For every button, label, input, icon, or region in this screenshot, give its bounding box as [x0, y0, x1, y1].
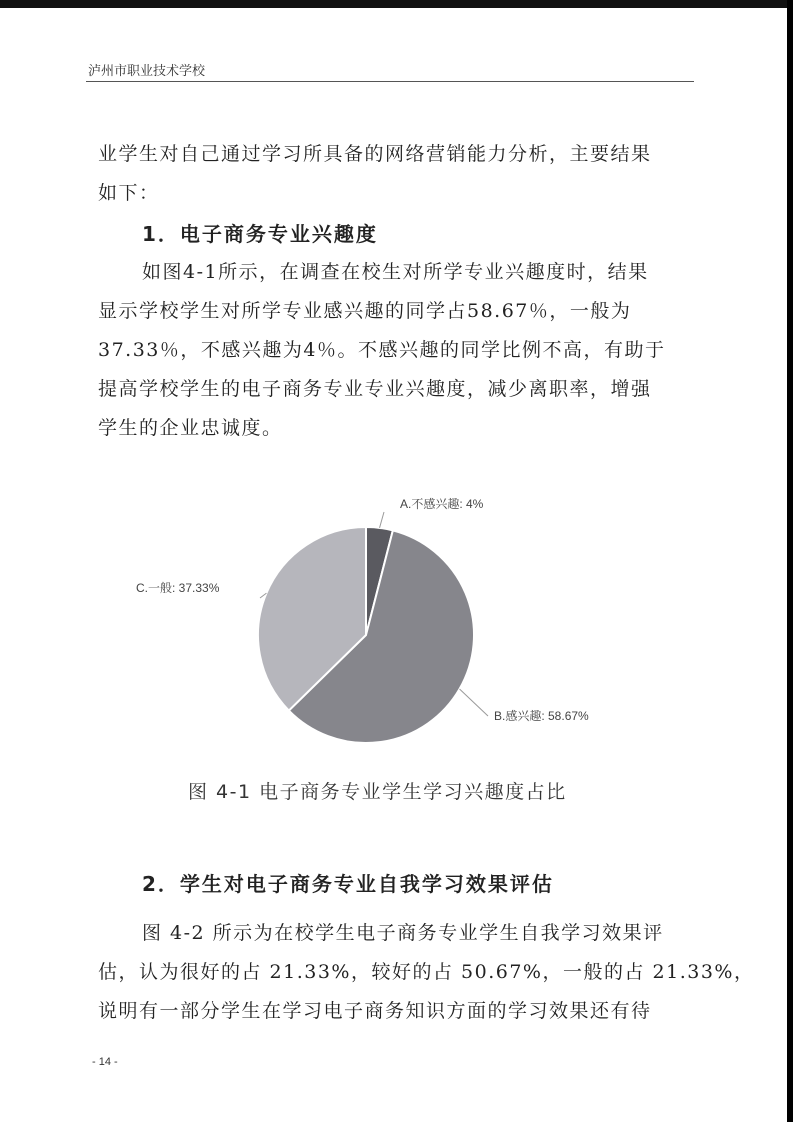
- header-rule: [86, 81, 694, 82]
- pie-data-label: B.感兴趣: 58.67%: [494, 709, 589, 723]
- paragraph-line: 学生的企业忠诚度。: [98, 417, 283, 439]
- figure-caption: 图 4-1 电子商务专业学生学习兴趣度占比: [188, 781, 567, 803]
- page-number: - 14 -: [92, 1056, 118, 1068]
- paragraph-line: 如图4-1所示，在调查在校生对所学专业兴趣度时，结果: [142, 261, 649, 283]
- pie-data-label: C.一般: 37.33%: [136, 581, 220, 595]
- paragraph-line: 业学生对自己通过学习所具备的网络营销能力分析，主要结果: [98, 143, 652, 165]
- pie-data-label: A.不感兴趣: 4%: [400, 497, 484, 511]
- pie-leader-line: [380, 512, 384, 528]
- paragraph-3: [98, 914, 755, 1031]
- pie-chart: [100, 480, 680, 770]
- scan-right-edge: [787, 0, 793, 1122]
- paragraph-line: 说明有一部分学生在学习电子商务知识方面的学习效果还有待: [98, 1000, 652, 1022]
- section-heading-2: 2．学生对电子商务专业自我学习效果评估: [142, 872, 554, 896]
- paragraph-line: 显示学校学生对所学专业感兴趣的同学占58.67％，一般为: [98, 300, 632, 322]
- pie-leader-line: [460, 689, 488, 716]
- scan-top-edge: [0, 0, 793, 8]
- section-heading-1: 1．电子商务专业兴趣度: [142, 222, 378, 246]
- paragraph-2: [98, 253, 698, 448]
- paragraph-line: 估，认为很好的占 21.33%，较好的占 50.67%，一般的占 21.33%，: [98, 961, 755, 983]
- paragraph-1: [98, 135, 698, 213]
- paragraph-line: 如下：: [98, 182, 160, 204]
- paragraph-line: 图 4-2 所示为在校学生电子商务专业学生自我学习效果评: [142, 922, 664, 944]
- paragraph-line: 37.33％，不感兴趣为4％。不感兴趣的同学比例不高，有助于: [98, 339, 666, 361]
- page-header: 泸州市职业技术学校: [88, 64, 206, 79]
- paragraph-line: 提高学校学生的电子商务专业专业兴趣度，减少离职率，增强: [98, 378, 652, 400]
